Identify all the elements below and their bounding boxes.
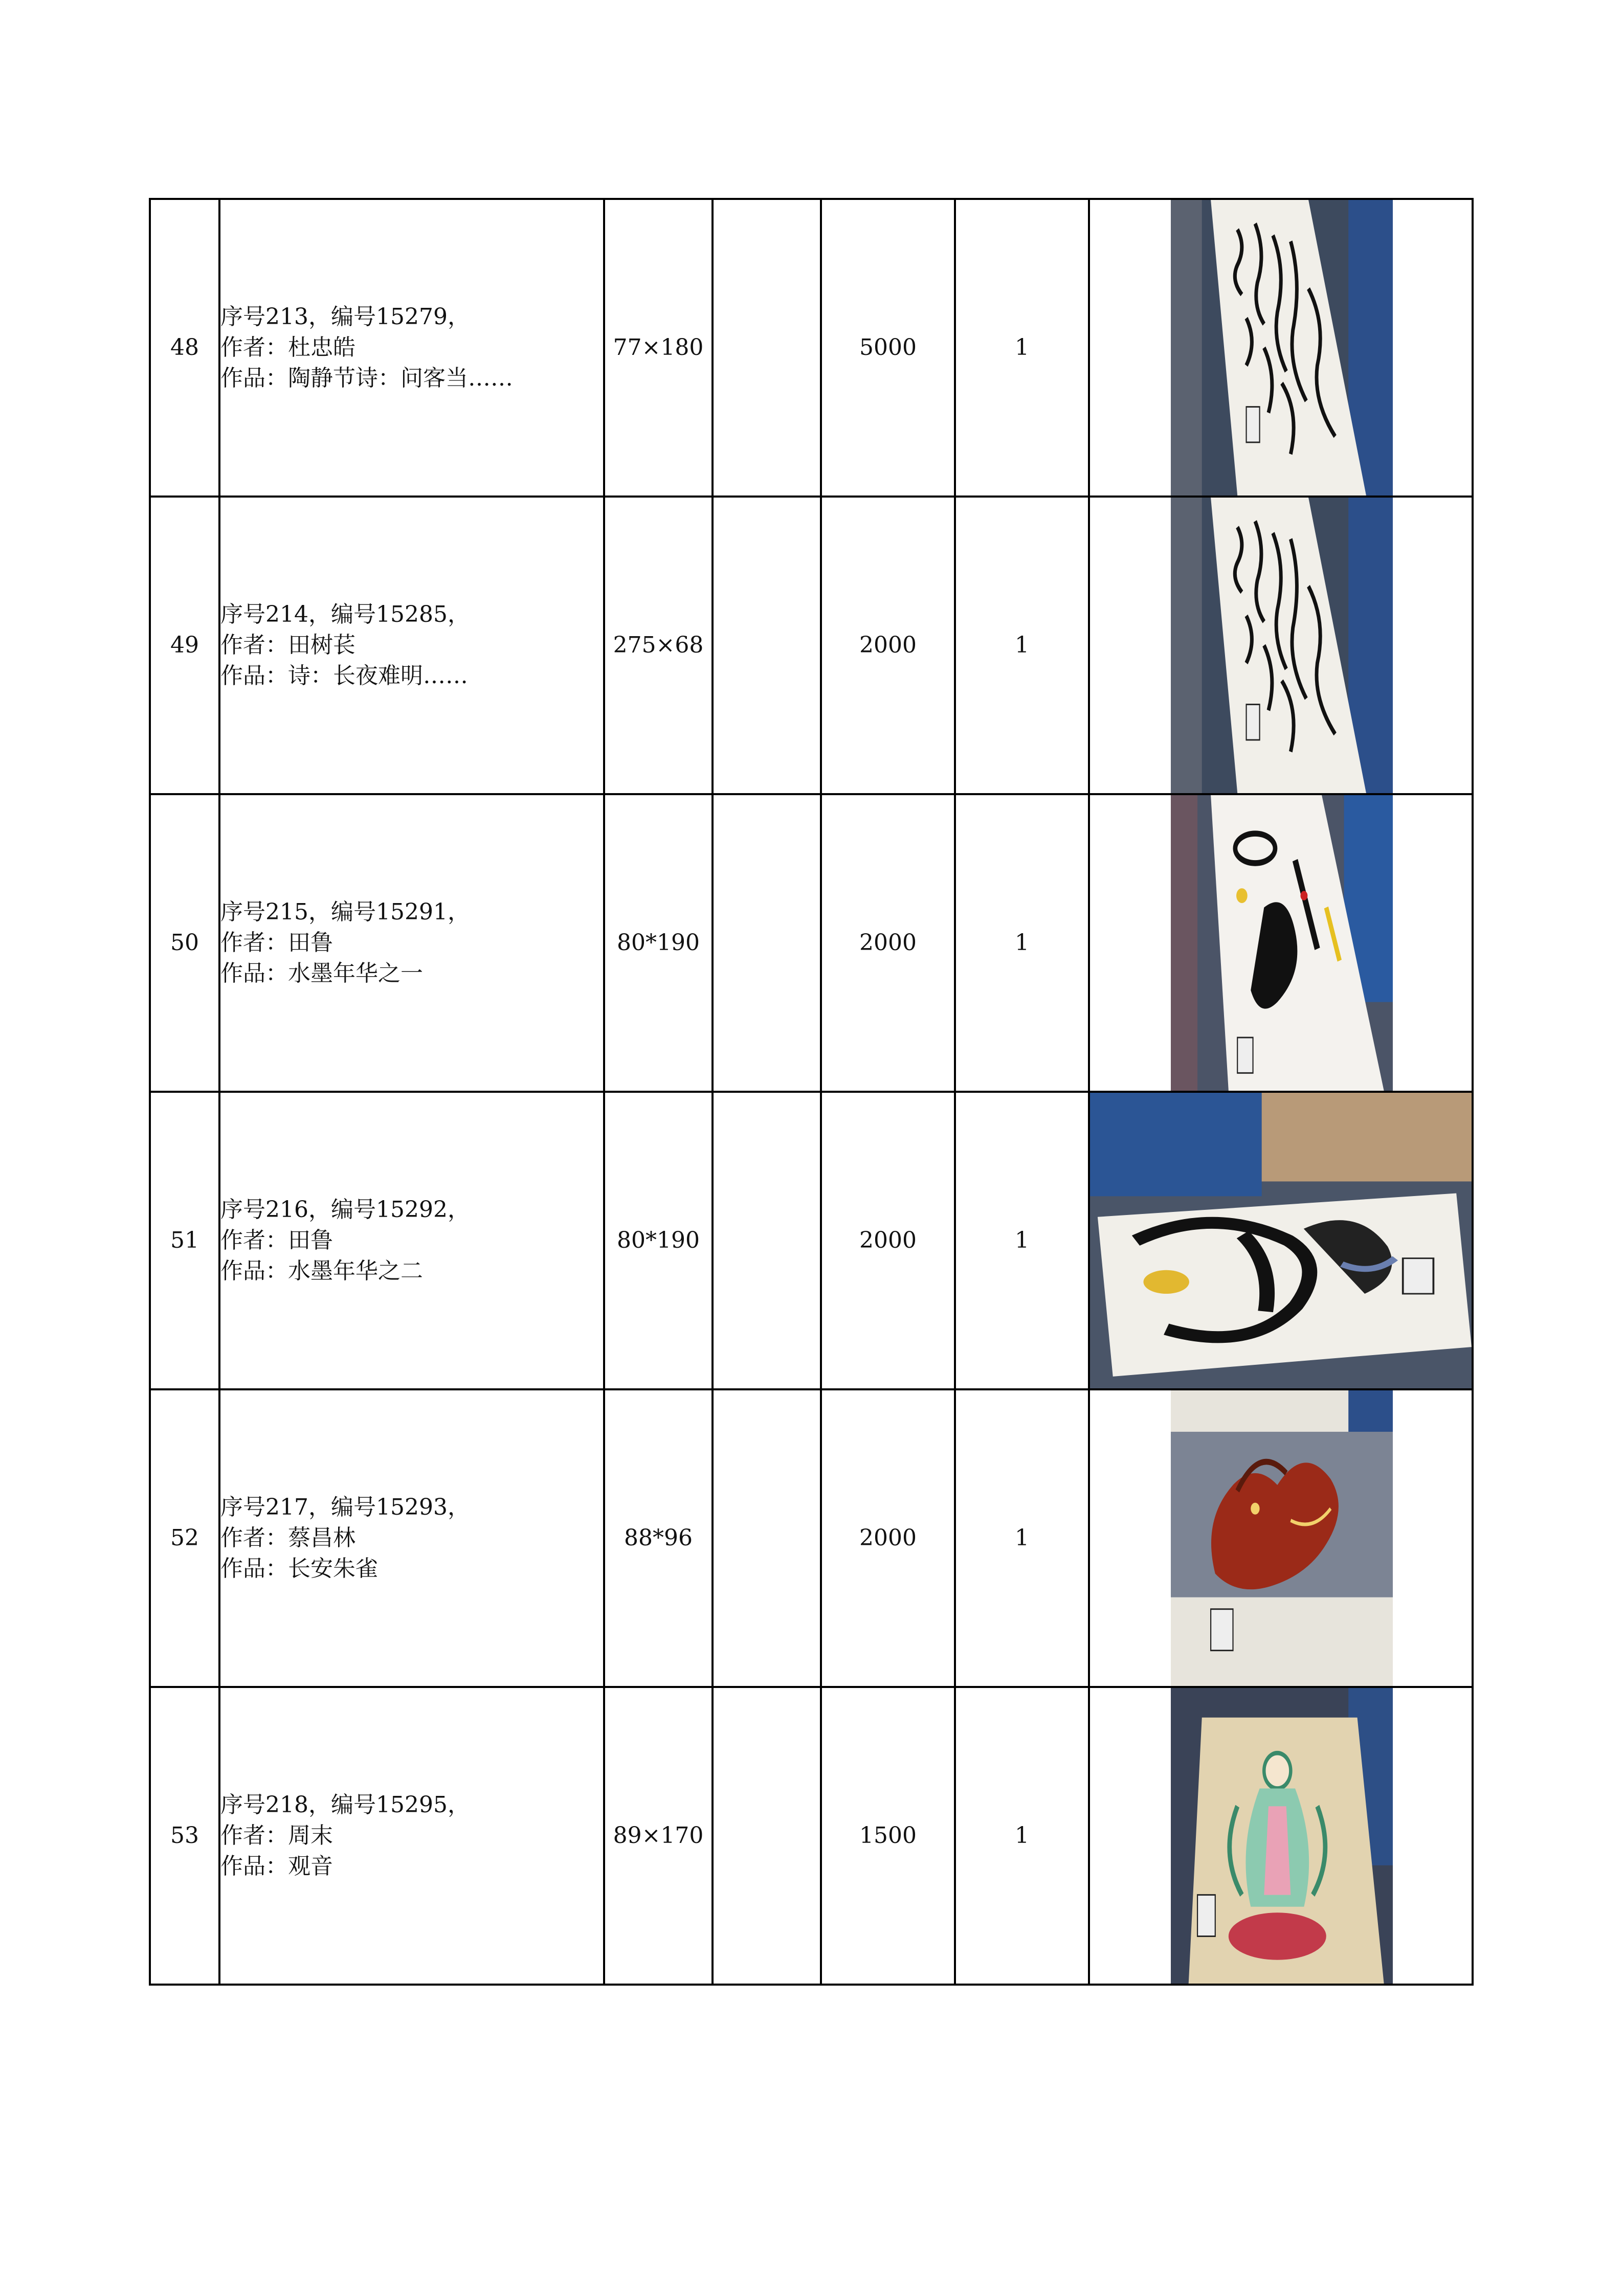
row-quantity: 1 bbox=[955, 199, 1089, 497]
row-size: 77×180 bbox=[604, 199, 713, 497]
row-size: 275×68 bbox=[604, 497, 713, 794]
description-line-serial: 序号218，编号15295， bbox=[220, 1792, 470, 1818]
row-price: 2000 bbox=[821, 794, 955, 1092]
row-quantity: 1 bbox=[955, 1092, 1089, 1389]
row-blank bbox=[713, 794, 821, 1092]
row-quantity: 1 bbox=[955, 794, 1089, 1092]
description-line-serial: 序号216，编号15292， bbox=[220, 1197, 470, 1223]
description-line-work: 作品：长安朱雀 bbox=[220, 1556, 378, 1582]
row-blank bbox=[713, 1687, 821, 1985]
row-photo-cell bbox=[1089, 794, 1473, 1092]
row-description bbox=[219, 794, 604, 1092]
row-price: 1500 bbox=[821, 1687, 955, 1985]
row-description bbox=[219, 1687, 604, 1985]
table-row bbox=[150, 497, 1473, 794]
row-index: 50 bbox=[150, 794, 219, 1092]
row-index: 49 bbox=[150, 497, 219, 794]
row-index: 52 bbox=[150, 1389, 219, 1687]
row-size: 80*190 bbox=[604, 1092, 713, 1389]
row-description bbox=[219, 1092, 604, 1389]
row-size: 80*190 bbox=[604, 794, 713, 1092]
artwork-photo bbox=[1171, 498, 1393, 793]
artwork-photo bbox=[1090, 1093, 1472, 1388]
description-line-work: 作品：观音 bbox=[220, 1853, 333, 1879]
description-line-serial: 序号217，编号15293， bbox=[220, 1494, 470, 1520]
row-quantity: 1 bbox=[955, 1687, 1089, 1985]
row-size: 88*96 bbox=[604, 1389, 713, 1687]
description-line-author: 作者：田鲁 bbox=[220, 930, 333, 956]
row-index: 48 bbox=[150, 199, 219, 497]
row-photo-cell bbox=[1089, 1687, 1473, 1985]
description-line-serial: 序号214，编号15285， bbox=[220, 601, 470, 627]
table-body bbox=[150, 199, 1473, 1985]
description-line-author: 作者：田树苌 bbox=[220, 632, 355, 658]
description-line-work: 作品：陶静节诗：问客当…… bbox=[220, 365, 513, 391]
row-blank bbox=[713, 1092, 821, 1389]
description-line-author: 作者：田鲁 bbox=[220, 1227, 333, 1253]
row-photo-cell bbox=[1089, 199, 1473, 497]
row-description bbox=[219, 1389, 604, 1687]
description-line-work: 作品：诗：长夜难明…… bbox=[220, 663, 468, 689]
table-row bbox=[150, 1389, 1473, 1687]
table-row bbox=[150, 1092, 1473, 1389]
description-line-work: 作品：水墨年华之二 bbox=[220, 1258, 423, 1284]
row-blank bbox=[713, 199, 821, 497]
row-blank bbox=[713, 497, 821, 794]
row-description bbox=[219, 199, 604, 497]
row-photo-cell bbox=[1089, 1389, 1473, 1687]
row-index: 53 bbox=[150, 1687, 219, 1985]
artwork-photo bbox=[1171, 1390, 1393, 1686]
description-line-serial: 序号213，编号15279， bbox=[220, 304, 470, 330]
row-price: 2000 bbox=[821, 1389, 955, 1687]
row-quantity: 1 bbox=[955, 1389, 1089, 1687]
table-row bbox=[150, 199, 1473, 497]
row-price: 2000 bbox=[821, 497, 955, 794]
artwork-photo bbox=[1171, 795, 1393, 1091]
description-line-author: 作者：杜忠皓 bbox=[220, 334, 355, 361]
row-price: 5000 bbox=[821, 199, 955, 497]
row-price: 2000 bbox=[821, 1092, 955, 1389]
row-description bbox=[219, 497, 604, 794]
artwork-photo bbox=[1171, 200, 1393, 496]
description-line-author: 作者：周末 bbox=[220, 1822, 333, 1849]
description-line-author: 作者：蔡昌林 bbox=[220, 1525, 355, 1551]
description-line-work: 作品：水墨年华之一 bbox=[220, 960, 423, 986]
row-quantity: 1 bbox=[955, 497, 1089, 794]
row-photo-cell bbox=[1089, 1092, 1473, 1389]
artwork-table bbox=[149, 198, 1474, 1986]
table-row bbox=[150, 1687, 1473, 1985]
row-photo-cell bbox=[1089, 497, 1473, 794]
row-blank bbox=[713, 1389, 821, 1687]
row-size: 89×170 bbox=[604, 1687, 713, 1985]
row-index: 51 bbox=[150, 1092, 219, 1389]
artwork-photo bbox=[1171, 1688, 1393, 1984]
description-line-serial: 序号215，编号15291， bbox=[220, 899, 470, 925]
table-row bbox=[150, 794, 1473, 1092]
